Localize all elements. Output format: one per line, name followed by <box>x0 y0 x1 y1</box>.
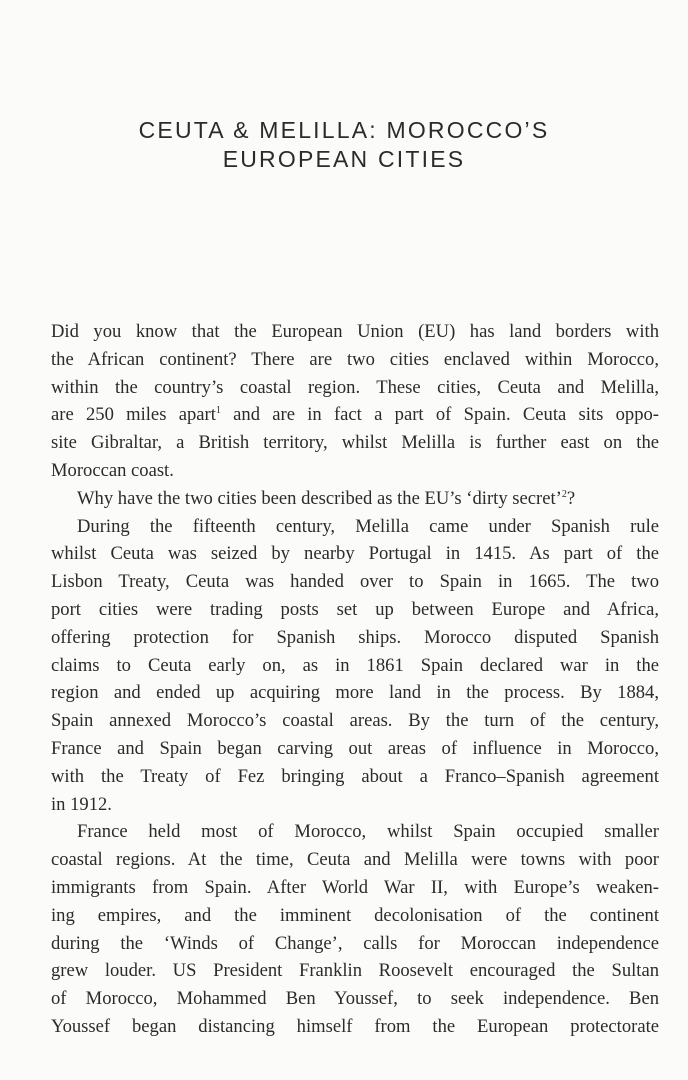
text-line <box>51 763 659 791</box>
text-line-content: Spain annexed Morocco’s coastal areas. By the turn of the century, <box>51 710 659 732</box>
text-line <box>51 957 659 985</box>
text-line <box>51 485 659 513</box>
text-line-content: coastal regions. At the time, Ceuta and Melilla were towns with poor <box>51 849 659 871</box>
text-line <box>51 735 659 763</box>
text-line-content: in 1912. <box>51 793 112 815</box>
text-line <box>51 707 659 735</box>
text-line-content: whilst Ceuta was seized by nearby Portugal in 1415. As part of the <box>51 543 659 565</box>
text-line-content: Lisbon Treaty, Ceuta was handed over to Spain in 1665. The two <box>51 571 659 593</box>
footnote-marker: 1 <box>215 405 221 417</box>
text-line-content: within the country’s coastal region. These cities, Ceuta and Melilla, <box>51 376 659 398</box>
text-line-content: France and Spain began carving out areas of influence in Morocco, <box>51 737 659 759</box>
text-line-content: of Morocco, Mohammed Ben Youssef, to seek independence. Ben <box>51 988 659 1010</box>
text-line <box>51 818 659 846</box>
chapter-title-line-1: CEUTA & MELILLA: MOROCCO’S <box>138 117 550 143</box>
text-line <box>51 513 659 541</box>
text-line <box>51 902 659 930</box>
text-line-content: grew louder. US President Franklin Roosevelt encouraged the Sultan <box>51 960 659 982</box>
text-line <box>51 318 659 346</box>
text-line-content: with the Treaty of Fez bringing about a Franco–Spanish agreement <box>51 765 659 787</box>
text-line <box>51 374 659 402</box>
text-line-content: Youssef began distancing himself from the European protectorate <box>51 1015 659 1037</box>
chapter-title <box>0 116 688 174</box>
text-line <box>51 791 659 819</box>
text-line-content: France held most of Morocco, whilst Spain occupied smaller <box>77 821 659 843</box>
text-line-content: port cities were trading posts set up between Europe and Africa, <box>51 598 659 620</box>
text-line-content: during the ‘Winds of Change’, calls for Moroccan independence <box>51 932 659 954</box>
text-line <box>51 568 659 596</box>
text-line <box>51 346 659 374</box>
text-line-content: region and ended up acquiring more land in the process. By 1884, <box>51 682 659 704</box>
text-line-content: are 250 miles apart <box>51 404 216 426</box>
text-line <box>51 429 659 457</box>
text-line <box>51 679 659 707</box>
text-line <box>51 596 659 624</box>
text-line-content: ing empires, and the imminent decolonisation of the continent <box>51 904 659 926</box>
text-line <box>51 930 659 958</box>
text-line-content: During the fifteenth century, Melilla came under Spanish rule <box>77 515 659 537</box>
text-line-continuation: and are in fact a part of Spain. Ceuta sits oppo- <box>220 404 659 426</box>
text-line <box>51 1013 659 1041</box>
text-line <box>51 846 659 874</box>
text-line-content: the African continent? There are two cities enclaved within Morocco, <box>51 348 659 370</box>
text-line <box>51 457 659 485</box>
body-text <box>51 318 659 1041</box>
text-line-content: immigrants from Spain. After World War II, with Europe’s weaken- <box>51 876 659 898</box>
text-line-continuation: ? <box>566 487 576 509</box>
text-line-content: Did you know that the European Union (EU) has land borders with <box>51 321 659 342</box>
footnote-marker: 2 <box>561 488 567 500</box>
text-line <box>51 652 659 680</box>
text-line-content: Moroccan coast. <box>51 459 174 481</box>
text-line-content: Why have the two cities been described as the EU’s ‘dirty secret’ <box>77 487 562 509</box>
text-line <box>51 624 659 652</box>
text-line <box>51 540 659 568</box>
text-line <box>51 401 659 429</box>
text-line <box>51 985 659 1013</box>
text-line-content: site Gibraltar, a British territory, whilst Melilla is further east on the <box>51 432 659 454</box>
text-line-content: offering protection for Spanish ships. Morocco disputed Spanish <box>51 626 659 648</box>
text-line-content: claims to Ceuta early on, as in 1861 Spain declared war in the <box>51 654 659 676</box>
text-line <box>51 874 659 902</box>
chapter-title-line-2: EUROPEAN CITIES <box>222 146 466 172</box>
